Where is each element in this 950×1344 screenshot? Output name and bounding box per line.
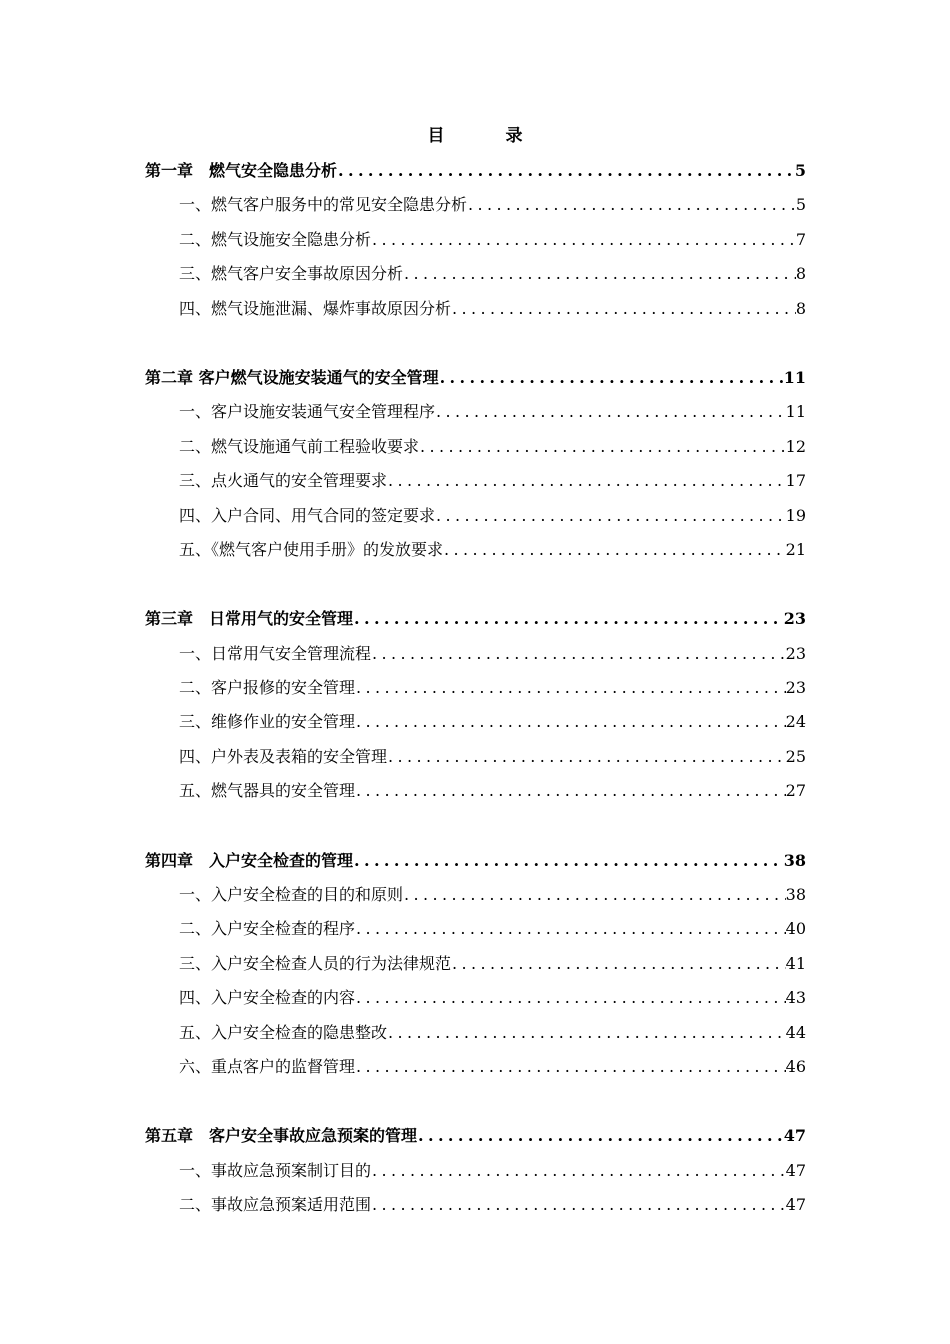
leader-dots <box>353 609 784 628</box>
toc-page-number: 47 <box>785 1160 806 1180</box>
leader-dots <box>355 678 786 697</box>
toc-chapter-label: 第一章 燃气安全隐患分析 <box>145 161 338 180</box>
leader-dots <box>419 437 786 456</box>
toc-entry[interactable] <box>145 1020 806 1054</box>
section-spacer <box>145 330 806 365</box>
toc-chapter-label: 第四章 入户安全检查的管理 <box>145 850 354 870</box>
toc-entry-label: 五、燃气器具的安全管理 <box>179 781 356 801</box>
section-spacer <box>145 1088 806 1123</box>
toc-page-number: 38 <box>785 885 806 905</box>
leader-dots <box>451 954 786 973</box>
toc-entry[interactable] <box>145 1192 806 1226</box>
toc-page-number: 40 <box>785 919 806 939</box>
toc-entry[interactable] <box>145 882 806 916</box>
toc-title: 目 录 <box>427 126 545 146</box>
toc-page-number: 5 <box>795 195 806 215</box>
toc-entry-label: 二、事故应急预案适用范围 <box>179 1195 372 1215</box>
toc-page-number: 25 <box>785 746 806 766</box>
toc-page-number: 47 <box>785 1195 806 1215</box>
toc-chapter-label: 第三章 日常用气的安全管理 <box>145 609 354 629</box>
toc-entry[interactable] <box>145 537 806 571</box>
toc-entry-label: 一、入户安全检查的目的和原则 <box>179 885 404 905</box>
toc-entry-label: 二、入户安全检查的程序 <box>179 919 356 939</box>
section-spacer <box>145 813 806 848</box>
toc-chapter-label: 第二章 客户燃气设施安装通气的安全管理 <box>145 367 439 387</box>
leader-dots <box>355 712 786 731</box>
toc-page-number: 24 <box>785 712 806 732</box>
toc-page-number: 43 <box>785 988 806 1008</box>
toc-entry-label: 一、燃气客户服务中的常见安全隐患分析 <box>179 195 468 215</box>
toc-entry[interactable] <box>145 778 806 812</box>
toc-page-number: 44 <box>785 1022 806 1042</box>
toc-page-number: 47 <box>783 1126 806 1146</box>
toc-entry[interactable] <box>145 641 806 675</box>
leader-dots <box>443 540 786 559</box>
leader-dots <box>371 1195 786 1214</box>
toc-page-number: 23 <box>785 643 806 663</box>
toc-page-number: 17 <box>785 471 806 491</box>
toc-entry[interactable] <box>145 468 806 502</box>
toc-entry[interactable] <box>145 951 806 985</box>
toc-page-number: 19 <box>785 505 806 525</box>
toc-entry-label: 四、户外表及表箱的安全管理 <box>179 746 388 766</box>
toc-entry[interactable] <box>145 675 806 709</box>
toc-entry-label: 六、重点客户的监督管理 <box>179 1056 356 1076</box>
leader-dots <box>371 644 786 663</box>
leader-dots <box>355 781 786 800</box>
toc-entry-label: 一、日常用气安全管理流程 <box>179 643 372 663</box>
toc-page-number: 38 <box>783 850 806 870</box>
leader-dots <box>403 264 796 283</box>
toc-entry-label: 二、燃气设施通气前工程验收要求 <box>179 436 420 456</box>
toc-page-number: 46 <box>785 1056 806 1076</box>
leader-dots <box>355 988 786 1007</box>
toc-entry[interactable] <box>145 503 806 537</box>
toc-entry[interactable] <box>145 1158 806 1192</box>
toc-page-number: 23 <box>783 609 806 629</box>
toc-page-number: 7 <box>795 229 806 249</box>
leader-dots <box>467 195 796 214</box>
leader-dots <box>403 885 786 904</box>
leader-dots <box>439 368 784 387</box>
toc-chapter-4[interactable] <box>145 848 806 882</box>
leader-dots <box>371 1161 786 1180</box>
toc-entry[interactable] <box>145 296 806 330</box>
toc-page-number: 12 <box>785 436 806 456</box>
toc-entry-label: 四、燃气设施泄漏、爆炸事故原因分析 <box>179 298 452 318</box>
toc-entry[interactable] <box>145 744 806 778</box>
toc-entry[interactable] <box>145 227 806 261</box>
toc-entry[interactable] <box>145 399 806 433</box>
toc-chapter-2[interactable] <box>145 365 806 399</box>
toc-entry-label: 二、客户报修的安全管理 <box>179 678 356 698</box>
leader-dots <box>355 919 786 938</box>
toc-page-number: 11 <box>785 402 806 422</box>
leader-dots <box>387 1023 786 1042</box>
toc-entry-label: 五、《燃气客户使用手册》的发放要求 <box>179 539 444 559</box>
leader-dots <box>451 299 796 318</box>
leader-dots <box>353 851 784 870</box>
leader-dots <box>417 1126 784 1145</box>
leader-dots <box>355 1057 786 1076</box>
toc-entry[interactable] <box>145 1054 806 1088</box>
toc-entry-label: 三、入户安全检查人员的行为法律规范 <box>179 953 452 973</box>
toc-chapter-3[interactable] <box>145 606 806 640</box>
toc-entry[interactable] <box>145 261 806 295</box>
toc-page-number: 41 <box>785 953 806 973</box>
toc-page-number: 23 <box>785 678 806 698</box>
section-spacer <box>145 571 806 606</box>
toc-page-number: 21 <box>785 539 806 559</box>
toc-entry-label: 二、燃气设施安全隐患分析 <box>179 229 372 249</box>
toc-chapter-5[interactable] <box>145 1123 806 1157</box>
toc-page-number: 8 <box>795 264 806 284</box>
toc-entry-label: 三、维修作业的安全管理 <box>179 712 356 732</box>
toc-entry-label: 四、入户合同、用气合同的签定要求 <box>179 505 436 525</box>
toc-entry[interactable] <box>145 985 806 1019</box>
leader-dots <box>435 402 786 421</box>
toc-entry-label: 三、点火通气的安全管理要求 <box>179 471 388 491</box>
toc-chapter-1[interactable] <box>145 158 806 192</box>
toc-entry[interactable] <box>145 434 806 468</box>
toc-entry[interactable] <box>145 192 806 226</box>
toc-page-number: 5 <box>794 161 806 180</box>
table-of-contents <box>145 158 806 1227</box>
toc-entry-label: 三、燃气客户安全事故原因分析 <box>179 264 404 284</box>
leader-dots <box>387 747 786 766</box>
leader-dots <box>337 161 795 180</box>
leader-dots <box>435 506 786 525</box>
leader-dots <box>371 230 796 249</box>
toc-entry-label: 一、客户设施安装通气安全管理程序 <box>179 402 436 422</box>
toc-page-number: 8 <box>795 298 806 318</box>
toc-chapter-label: 第五章 客户安全事故应急预案的管理 <box>145 1126 418 1146</box>
toc-page-number: 11 <box>783 367 806 387</box>
toc-entry-label: 四、入户安全检查的内容 <box>179 988 356 1008</box>
toc-entry[interactable] <box>145 709 806 743</box>
toc-entry-label: 一、事故应急预案制订目的 <box>179 1160 372 1180</box>
toc-entry-label: 五、入户安全检查的隐患整改 <box>179 1022 388 1042</box>
toc-entry[interactable] <box>145 916 806 950</box>
leader-dots <box>387 471 786 490</box>
toc-page-number: 27 <box>785 781 806 801</box>
